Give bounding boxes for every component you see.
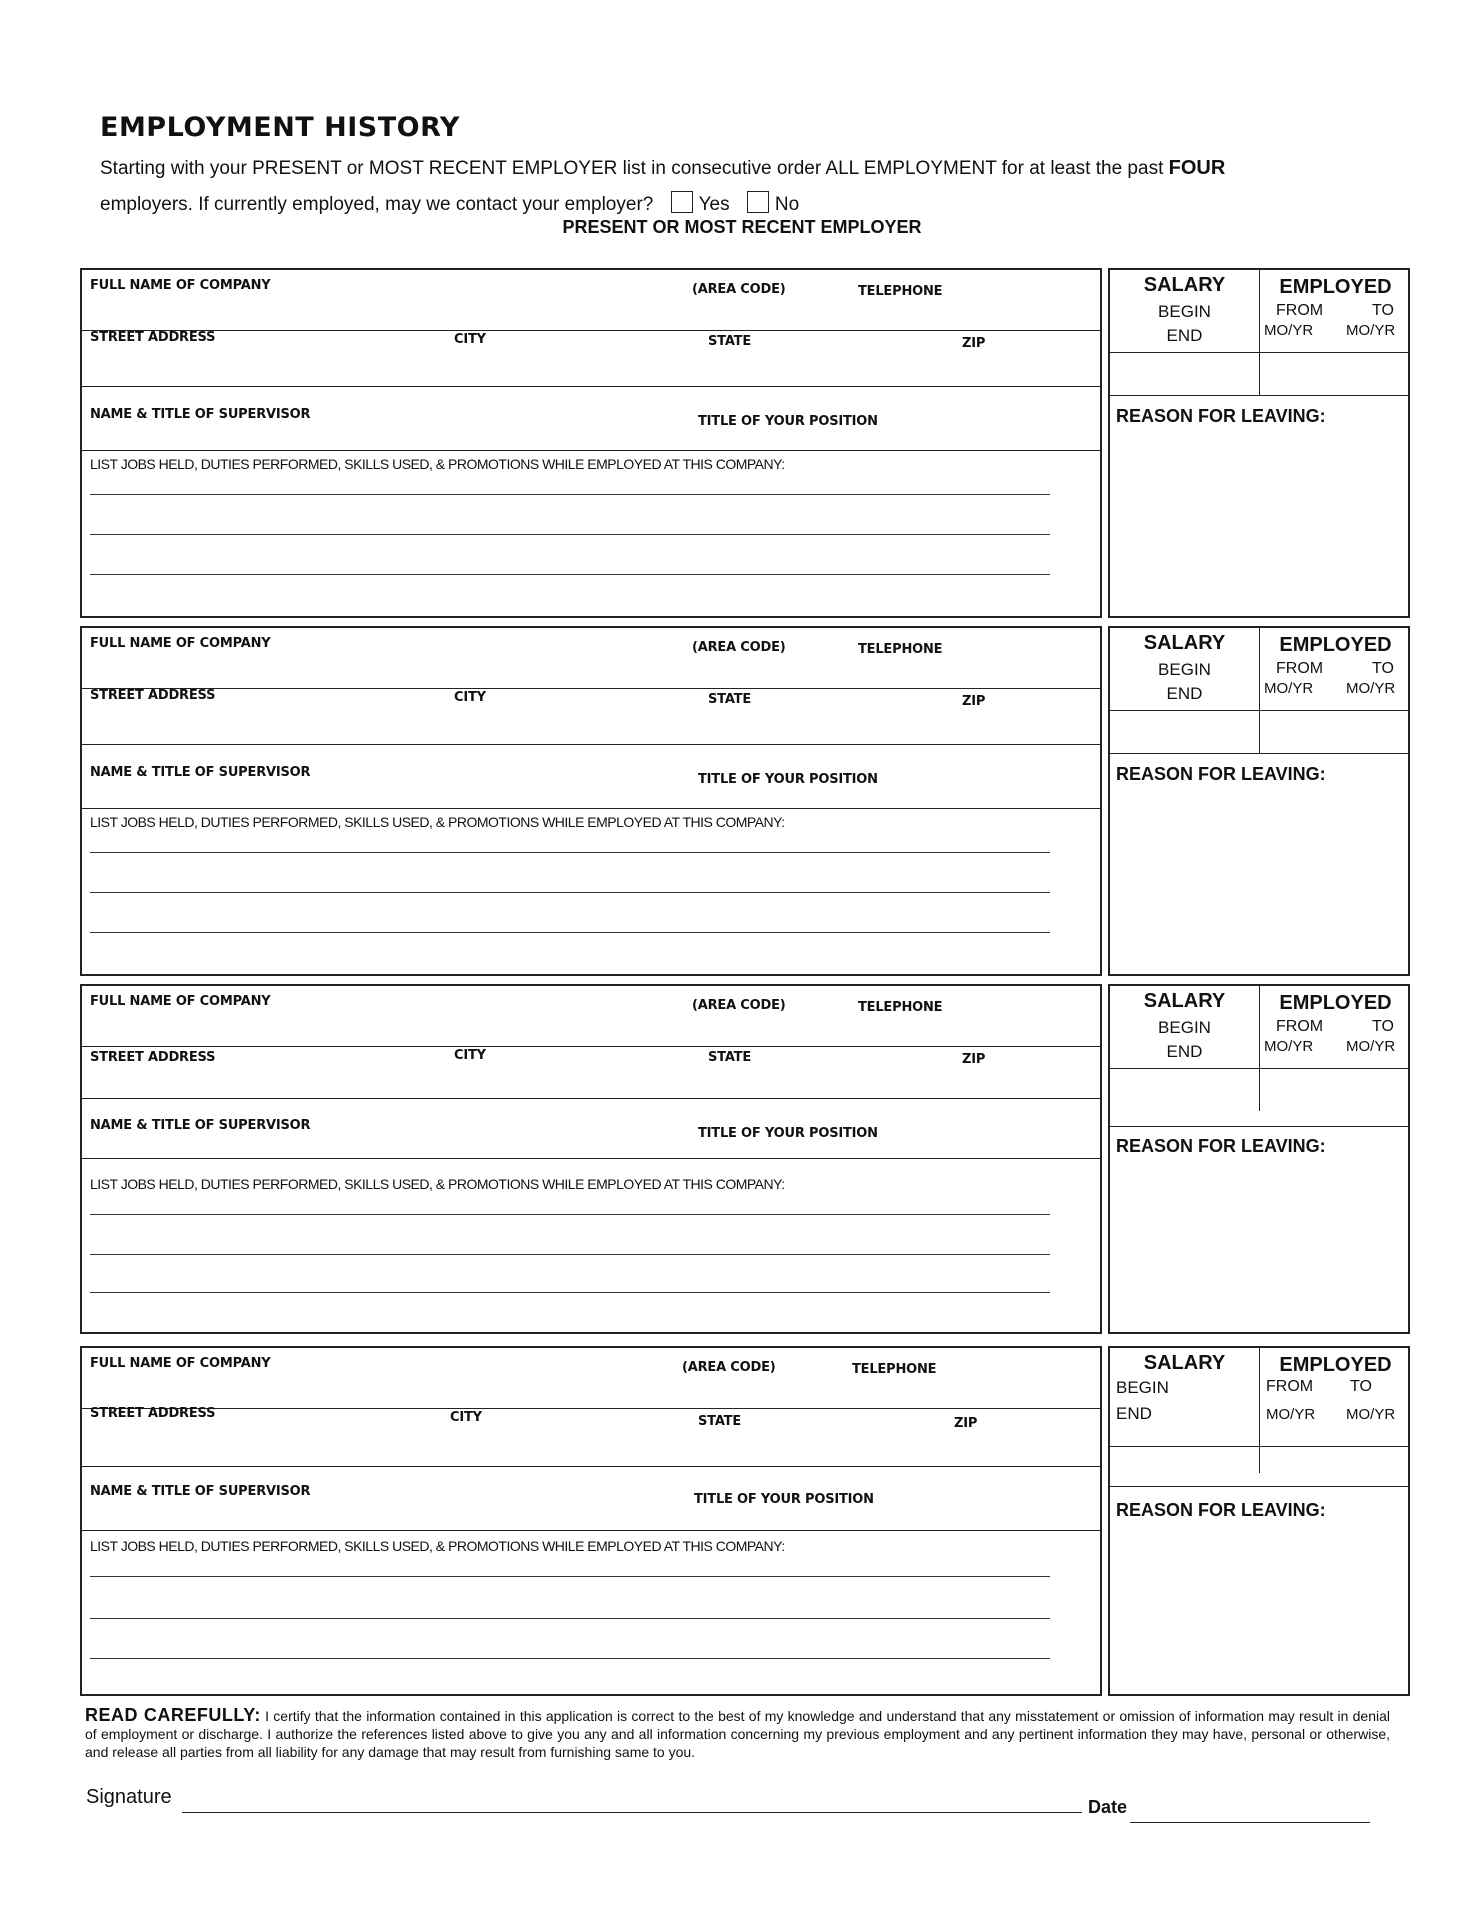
jobs-line[interactable] — [90, 1292, 1050, 1293]
no-label: No — [774, 194, 800, 215]
position-label: TITLE OF YOUR POSITION — [694, 1492, 874, 1507]
supervisor-label: NAME & TITLE OF SUPERVISOR — [90, 1484, 311, 1499]
no-checkbox[interactable] — [747, 191, 769, 213]
section-heading: PRESENT OR MOST RECENT EMPLOYER — [562, 217, 922, 237]
signature-line[interactable] — [182, 1812, 1082, 1813]
salary-label: SALARY — [1143, 274, 1226, 296]
telephone-label: TELEPHONE — [858, 284, 943, 299]
certification-text: I certify that the information contained in this application is correct to the best of my knowledge and understand that any misstatement or omission of information may result in denial of employment or discharge. I authorize the references listed above to give you any and all information concerning my previous employment and any pertinent information they may have, personal or otherwise, and release all parties from all liability for any damage that may result from furnishing same to you. — [85, 1708, 1391, 1760]
salary-input[interactable] — [1116, 362, 1256, 388]
employer-details — [80, 626, 1102, 976]
telephone-input[interactable] — [692, 1016, 1086, 1042]
jobs-line[interactable] — [90, 852, 1050, 853]
reason-label: REASON FOR LEAVING: — [1116, 406, 1326, 426]
salary-label: SALARY — [1143, 1352, 1226, 1374]
employer-details — [80, 1346, 1102, 1696]
reason-input[interactable] — [1116, 1530, 1406, 1692]
telephone-input[interactable] — [682, 1378, 1086, 1404]
jobs-line[interactable] — [90, 932, 1050, 933]
zip-label: ZIP — [954, 1416, 978, 1431]
supervisor-input[interactable] — [322, 760, 686, 786]
salary-end-label: END — [1166, 326, 1203, 345]
company-input[interactable] — [90, 1376, 674, 1402]
salary-input[interactable] — [1116, 720, 1256, 746]
from-label: FROM — [1276, 660, 1324, 677]
instructions-text: Starting with your PRESENT or MOST RECENT EMPLOYER list in consecutive order ALL EMPLOYMENT for at least the past — [100, 158, 1164, 179]
salary-begin-label: BEGIN — [1116, 1378, 1169, 1397]
street-label: STREET ADDRESS — [90, 1406, 216, 1421]
telephone-label: TELEPHONE — [858, 1000, 943, 1015]
salary-begin-label: BEGIN — [1158, 660, 1211, 679]
city-label: CITY — [454, 332, 486, 347]
reason-input[interactable] — [1116, 793, 1406, 972]
company-label: FULL NAME OF COMPANY — [90, 1356, 271, 1371]
to-label: TO — [1350, 1378, 1372, 1395]
company-label: FULL NAME OF COMPANY — [90, 994, 271, 1009]
position-label: TITLE OF YOUR POSITION — [698, 414, 878, 429]
salary-begin-label: BEGIN — [1158, 1018, 1211, 1037]
address-input[interactable] — [90, 710, 1084, 736]
from-moyr-label: MO/YR — [1264, 322, 1314, 339]
jobs-line[interactable] — [90, 534, 1050, 535]
employed-label: EMPLOYED — [1279, 276, 1392, 298]
salary-end-label: END — [1166, 1042, 1203, 1061]
jobs-line[interactable] — [90, 892, 1050, 893]
employer-block-3 — [80, 984, 1410, 1334]
company-input[interactable] — [90, 298, 684, 324]
employed-label: EMPLOYED — [1279, 992, 1392, 1014]
jobs-line[interactable] — [90, 574, 1050, 575]
salary-begin-label: BEGIN — [1158, 302, 1211, 321]
instructions — [100, 150, 1250, 223]
company-input[interactable] — [90, 1014, 684, 1040]
from-label: FROM — [1266, 1378, 1314, 1395]
from-moyr-label: MO/YR — [1264, 1038, 1314, 1055]
reason-input[interactable] — [1116, 435, 1406, 614]
employed-label: EMPLOYED — [1279, 634, 1392, 656]
from-moyr-label: MO/YR — [1266, 1406, 1316, 1423]
jobs-line[interactable] — [90, 1214, 1050, 1215]
reason-label: REASON FOR LEAVING: — [1116, 1136, 1326, 1156]
company-input[interactable] — [90, 656, 684, 682]
jobs-line[interactable] — [90, 1576, 1050, 1577]
to-label: TO — [1372, 660, 1394, 677]
street-label: STREET ADDRESS — [90, 330, 216, 345]
jobs-line[interactable] — [90, 1254, 1050, 1255]
telephone-input[interactable] — [692, 300, 1086, 326]
state-label: STATE — [698, 1414, 742, 1429]
jobs-line[interactable] — [90, 494, 1050, 495]
address-input[interactable] — [90, 1434, 1084, 1460]
city-label: CITY — [454, 690, 486, 705]
address-input[interactable] — [90, 1070, 1084, 1096]
jobs-line[interactable] — [90, 1658, 1050, 1659]
employed-label: EMPLOYED — [1279, 1354, 1392, 1376]
salary-input[interactable] — [1116, 1082, 1256, 1108]
supervisor-input[interactable] — [322, 1114, 686, 1140]
area-code-label: (AREA CODE) — [692, 282, 786, 297]
employer-block-1 — [80, 268, 1410, 618]
street-label: STREET ADDRESS — [90, 688, 216, 703]
to-label: TO — [1372, 302, 1394, 319]
employed-dates-input[interactable] — [1266, 362, 1406, 388]
certification-statement — [85, 1706, 1390, 1761]
supervisor-label: NAME & TITLE OF SUPERVISOR — [90, 765, 311, 780]
jobs-label: LIST JOBS HELD, DUTIES PERFORMED, SKILLS USED, & PROMOTIONS WHILE EMPLOYED AT THIS COMPANY: — [90, 1176, 785, 1192]
date-label: Date — [1088, 1797, 1128, 1817]
from-label: FROM — [1276, 1018, 1324, 1035]
position-label: TITLE OF YOUR POSITION — [698, 1126, 878, 1141]
position-label: TITLE OF YOUR POSITION — [698, 772, 878, 787]
supervisor-input[interactable] — [322, 402, 686, 428]
read-carefully-label: READ CAREFULLY: — [85, 1705, 261, 1725]
telephone-label: TELEPHONE — [858, 642, 943, 657]
jobs-line[interactable] — [90, 1618, 1050, 1619]
zip-label: ZIP — [962, 336, 986, 351]
street-label: STREET ADDRESS — [90, 1050, 216, 1065]
to-label: TO — [1372, 1018, 1394, 1035]
to-moyr-label: MO/YR — [1346, 1406, 1396, 1423]
reason-label: REASON FOR LEAVING: — [1116, 764, 1326, 784]
company-label: FULL NAME OF COMPANY — [90, 278, 271, 293]
salary-label: SALARY — [1143, 632, 1226, 654]
employed-dates-input[interactable] — [1266, 1082, 1406, 1108]
telephone-input[interactable] — [692, 658, 1086, 684]
salary-input[interactable] — [1116, 1454, 1256, 1480]
employed-dates-input[interactable] — [1266, 1454, 1406, 1480]
yes-label: Yes — [698, 194, 730, 215]
contact-question: employers. If currently employed, may we contact your employer? — [100, 194, 654, 215]
salary-end-label: END — [1116, 1404, 1152, 1423]
jobs-label: LIST JOBS HELD, DUTIES PERFORMED, SKILLS USED, & PROMOTIONS WHILE EMPLOYED AT THIS COMPANY: — [90, 1538, 785, 1554]
salary-end-label: END — [1166, 684, 1203, 703]
supervisor-label: NAME & TITLE OF SUPERVISOR — [90, 1118, 311, 1133]
yes-checkbox[interactable] — [671, 191, 693, 213]
salary-employment-box — [1108, 626, 1410, 976]
salary-label: SALARY — [1143, 990, 1226, 1012]
employer-details — [80, 984, 1102, 1334]
employer-block-2 — [80, 626, 1410, 976]
city-label: CITY — [454, 1048, 486, 1063]
jobs-label: LIST JOBS HELD, DUTIES PERFORMED, SKILLS USED, & PROMOTIONS WHILE EMPLOYED AT THIS COMPANY: — [90, 456, 785, 472]
salary-employment-box — [1108, 1346, 1410, 1696]
page-title: EMPLOYMENT HISTORY — [100, 112, 460, 143]
area-code-label: (AREA CODE) — [682, 1360, 776, 1375]
area-code-label: (AREA CODE) — [692, 640, 786, 655]
telephone-label: TELEPHONE — [852, 1362, 937, 1377]
employer-block-4 — [80, 1346, 1410, 1696]
to-moyr-label: MO/YR — [1346, 1038, 1396, 1055]
reason-input[interactable] — [1116, 1166, 1406, 1330]
state-label: STATE — [708, 692, 752, 707]
area-code-label: (AREA CODE) — [692, 998, 786, 1013]
address-input[interactable] — [90, 352, 1084, 378]
to-moyr-label: MO/YR — [1346, 322, 1396, 339]
to-moyr-label: MO/YR — [1346, 680, 1396, 697]
salary-employment-box — [1108, 268, 1410, 618]
company-label: FULL NAME OF COMPANY — [90, 636, 271, 651]
date-line[interactable] — [1130, 1822, 1370, 1823]
from-label: FROM — [1276, 302, 1324, 319]
supervisor-input[interactable] — [322, 1480, 686, 1506]
city-label: CITY — [450, 1410, 482, 1425]
instructions-emphasis: FOUR — [1168, 157, 1226, 179]
jobs-label: LIST JOBS HELD, DUTIES PERFORMED, SKILLS USED, & PROMOTIONS WHILE EMPLOYED AT THIS COMPANY: — [90, 814, 785, 830]
employed-dates-input[interactable] — [1266, 720, 1406, 746]
supervisor-label: NAME & TITLE OF SUPERVISOR — [90, 407, 311, 422]
signature-label: Signature — [86, 1786, 172, 1808]
zip-label: ZIP — [962, 694, 986, 709]
from-moyr-label: MO/YR — [1264, 680, 1314, 697]
state-label: STATE — [708, 1050, 752, 1065]
salary-employment-box — [1108, 984, 1410, 1334]
employer-details — [80, 268, 1102, 618]
reason-label: REASON FOR LEAVING: — [1116, 1500, 1326, 1520]
zip-label: ZIP — [962, 1052, 986, 1067]
state-label: STATE — [708, 334, 752, 349]
